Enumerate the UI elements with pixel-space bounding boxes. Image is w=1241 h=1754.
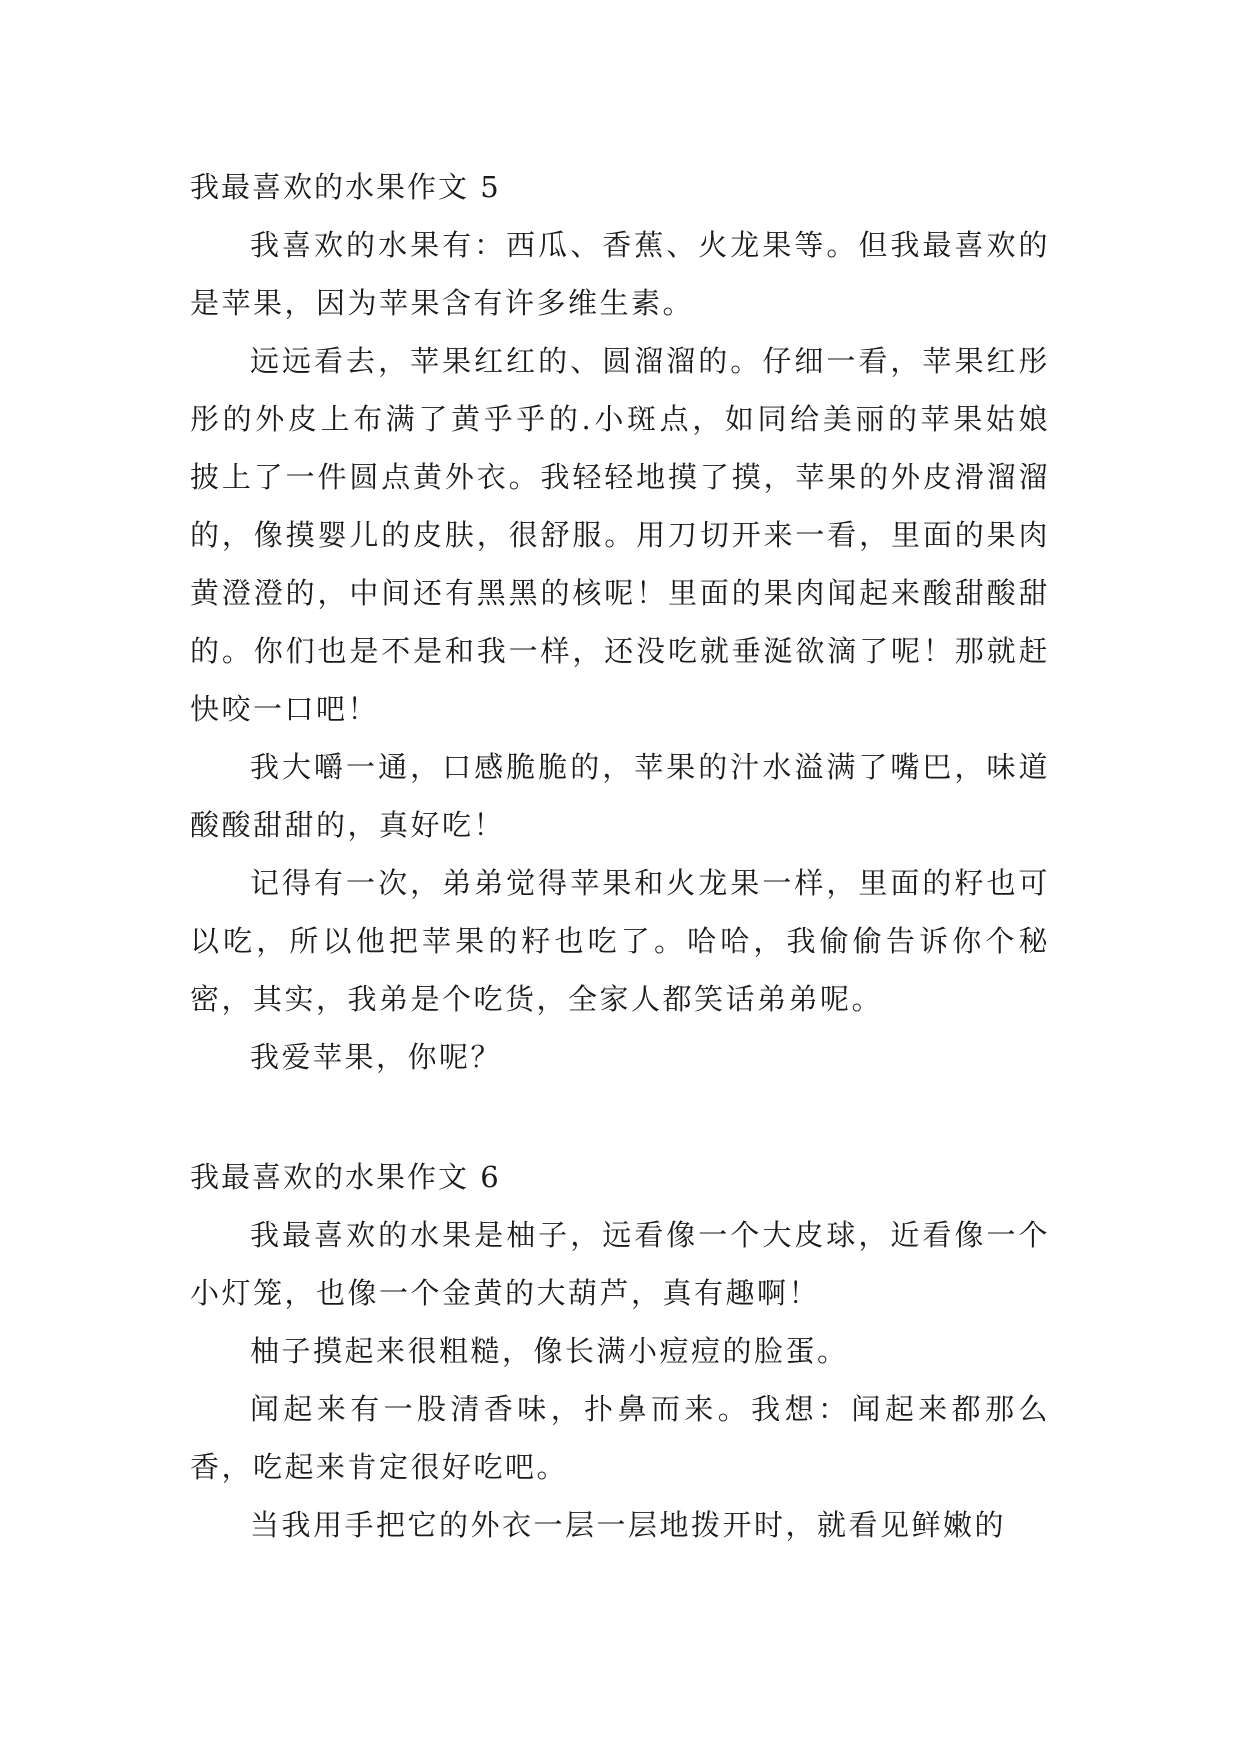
essay-paragraph: 我喜欢的水果有：西瓜、香蕉、火龙果等。但我最喜欢的是苹果，因为苹果含有许多维生素。 bbox=[190, 228, 1050, 320]
essay-paragraph: 我大嚼一通，口感脆脆的，苹果的汁水溢满了嘴巴，味道酸酸甜甜的，真好吃！ bbox=[190, 750, 1050, 842]
essay-paragraph: 我爱苹果，你呢？ bbox=[250, 1040, 503, 1074]
essay-title: 我最喜欢的水果作文 6 bbox=[190, 1160, 501, 1194]
essay-title: 我最喜欢的水果作文 5 bbox=[190, 170, 501, 204]
essay-paragraph: 记得有一次，弟弟觉得苹果和火龙果一样，里面的籽也可以吃，所以他把苹果的籽也吃了。哈哈，我偷偷告诉你个秘密，其实，我弟是个吃货，全家人都笑话弟弟呢。 bbox=[190, 866, 1050, 1016]
essay-paragraph: 远远看去，苹果红红的、圆溜溜的。仔细一看，苹果红彤彤的外皮上布满了黄乎乎的.小斑点，如同给美丽的苹果姑娘披上了一件圆点黄外衣。我轻轻地摸了摸，苹果的外皮滑溜溜的，像摸婴儿的皮肤，很舒服。用刀切开来一看，里面的果肉黄澄澄的，中间还有黑黑的核呢！里面的果肉闻起来酸甜酸甜的。你们也是不是和我一样，还没吃就垂涎欲滴了呢！那就赶快咬一口吧！ bbox=[190, 344, 1050, 726]
essay-6 bbox=[190, 1148, 1050, 1554]
essay-paragraph: 当我用手把它的外衣一层一层地拨开时，就看见鲜嫩的 bbox=[250, 1508, 1007, 1542]
essay-paragraph: 柚子摸起来很粗糙，像长满小痘痘的脸蛋。 bbox=[250, 1334, 849, 1368]
essay-5 bbox=[190, 158, 1050, 1086]
essay-paragraph: 我最喜欢的水果是柚子，远看像一个大皮球，近看像一个小灯笼，也像一个金黄的大葫芦，真有趣啊！ bbox=[190, 1218, 1050, 1310]
essay-paragraph: 闻起来有一股清香味，扑鼻而来。我想：闻起来都那么香，吃起来肯定很好吃吧。 bbox=[190, 1392, 1050, 1484]
